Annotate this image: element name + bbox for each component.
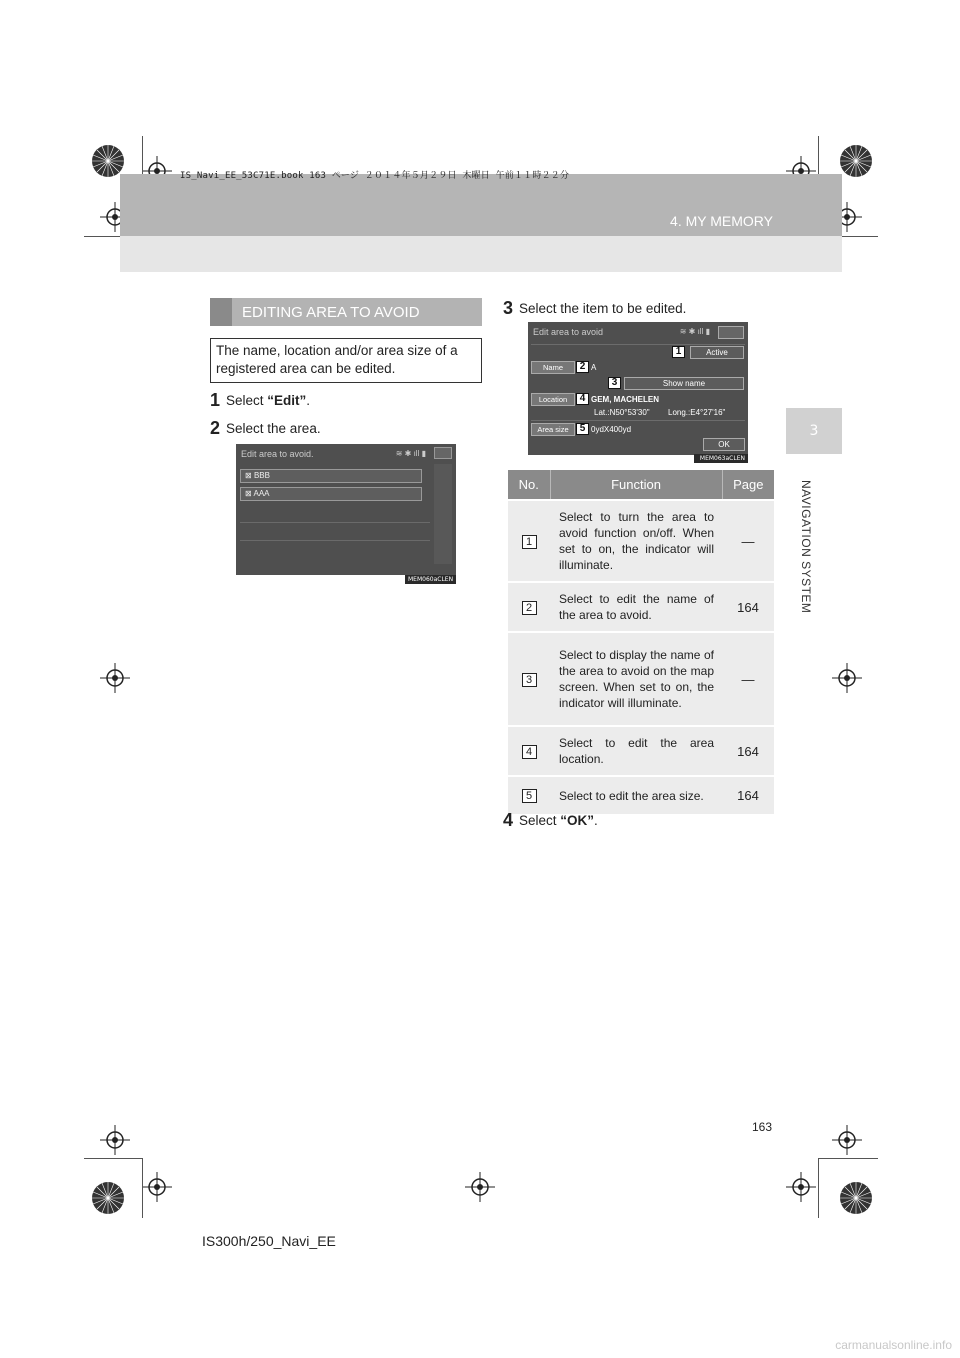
trim-line <box>818 1158 878 1159</box>
table-row <box>508 632 774 726</box>
column-header-page: Page <box>722 470 774 500</box>
step-3 <box>503 298 686 319</box>
list-item-label: AAA <box>253 489 270 498</box>
heading-bar <box>210 298 232 326</box>
screenshot-tag: MEM060aCLEN <box>405 575 456 584</box>
step-4 <box>503 810 598 831</box>
row-function: Select to edit the area location. <box>550 726 722 776</box>
list-item[interactable]: ⊠ AAA <box>240 487 422 501</box>
table-row <box>508 776 774 814</box>
row-divider <box>531 344 745 345</box>
row-number-cell <box>508 632 550 726</box>
crosshair-mark <box>100 1125 130 1155</box>
watermark: carmanualsonline.info <box>835 1338 952 1352</box>
table-row <box>508 726 774 776</box>
show-name-button[interactable]: Show name <box>624 377 744 390</box>
step-emphasis: “OK” <box>560 813 595 828</box>
status-icons: ≋ ✱ ıll ▮ <box>395 449 426 458</box>
status-icons: ≋ ✱ ıll ▮ <box>679 327 710 336</box>
area-size-value: 0ydX400yd <box>591 425 632 434</box>
screen-title: Edit area to avoid. <box>241 449 314 459</box>
crosshair-mark <box>832 1125 862 1155</box>
list-item[interactable]: ⊠ BBB <box>240 469 422 483</box>
trim-line <box>84 1158 142 1159</box>
callout-badge-2: 2 <box>576 361 589 373</box>
step-suffix: . <box>306 393 311 408</box>
screen-edit-area-detail <box>528 322 748 455</box>
row-page: 164 <box>722 726 774 776</box>
registration-mark-bottom-left <box>90 1180 126 1216</box>
step-text: Select <box>519 813 561 828</box>
row-page: — <box>722 632 774 726</box>
step-number: 4 <box>503 810 514 830</box>
row-number-cell <box>508 500 550 582</box>
row-number: 4 <box>522 745 537 759</box>
row-page: — <box>722 500 774 582</box>
row-number: 5 <box>522 789 537 803</box>
function-table <box>508 470 774 814</box>
table-row <box>508 500 774 582</box>
row-page: 164 <box>722 776 774 814</box>
section-heading-text: EDITING AREA TO AVOID <box>242 303 420 321</box>
step-text: Select <box>226 393 268 408</box>
screen-title: Edit area to avoid <box>533 327 604 337</box>
row-page: 164 <box>722 582 774 632</box>
table-row <box>508 582 774 632</box>
step-suffix: . <box>594 813 598 828</box>
row-number: 3 <box>522 673 537 687</box>
registration-mark-bottom-right <box>838 1180 874 1216</box>
list-item-label: BBB <box>253 471 270 480</box>
table-header-row <box>508 470 774 500</box>
column-header-function: Function <box>550 470 722 500</box>
row-number-cell <box>508 582 550 632</box>
callout-badge-5: 5 <box>576 423 589 435</box>
area-size-label[interactable]: Area size <box>531 423 575 436</box>
location-label[interactable]: Location <box>531 393 575 406</box>
registration-mark-top-right <box>838 143 874 179</box>
location-value: GEM, MACHELEN <box>591 395 659 404</box>
back-button[interactable] <box>718 326 744 339</box>
side-label: NAVIGATION SYSTEM <box>799 480 813 614</box>
column-header-no: No. <box>508 470 550 500</box>
row-function: Select to turn the area to avoid function on/off. When set to on, the indicator will illuminate. <box>550 500 722 582</box>
active-button[interactable]: Active <box>690 346 744 359</box>
screenshot-tag: MEM063aCLEN <box>694 454 748 463</box>
footer-model: IS300h/250_Navi_EE <box>202 1233 336 1249</box>
row-function: Select to edit the name of the area to avoid. <box>550 582 722 632</box>
row-number-cell <box>508 726 550 776</box>
screen-edit-area-list <box>236 444 456 575</box>
back-button[interactable] <box>434 447 452 459</box>
callout-badge-1: 1 <box>672 346 685 358</box>
step-number: 3 <box>503 298 514 318</box>
trim-line <box>818 1158 819 1218</box>
step-number: 2 <box>210 418 221 438</box>
chapter-title: 4. MY MEMORY <box>670 213 773 229</box>
row-function: Select to edit the area size. <box>550 776 722 814</box>
crosshair-mark <box>100 663 130 693</box>
step-2 <box>210 418 321 439</box>
scrollbar[interactable] <box>434 464 452 564</box>
section-heading <box>210 298 482 326</box>
step-text: Select the item to be edited. <box>519 301 687 316</box>
crosshair-mark <box>142 1172 172 1202</box>
side-tab-number: 3 <box>786 408 842 454</box>
row-divider <box>240 540 430 541</box>
latitude-value: Lat.:N50°53'30" <box>594 408 650 417</box>
crosshair-mark <box>786 1172 816 1202</box>
print-book-info: IS_Navi_EE_53C71E.book 163 ページ ２０１４年５月２９日 木曜日 午前１１時２２分 <box>180 171 570 181</box>
ok-button[interactable]: OK <box>703 438 745 451</box>
intro-box: The name, location and/or area size of a registered area can be edited. <box>210 338 482 383</box>
row-number-cell <box>508 776 550 814</box>
row-number: 2 <box>522 601 537 615</box>
step-1 <box>210 390 310 411</box>
name-label[interactable]: Name <box>531 361 575 374</box>
step-number: 1 <box>210 390 221 410</box>
header-subband <box>120 236 842 272</box>
callout-badge-4: 4 <box>576 393 589 405</box>
crosshair-mark <box>832 663 862 693</box>
callout-badge-3: 3 <box>608 377 621 389</box>
row-divider <box>240 522 430 523</box>
row-divider <box>531 420 745 421</box>
trim-line <box>142 1158 143 1218</box>
row-number: 1 <box>522 535 537 549</box>
crosshair-mark <box>465 1172 495 1202</box>
page-number: 163 <box>752 1120 773 1134</box>
name-value: A <box>591 363 597 372</box>
step-text: Select the area. <box>226 421 321 436</box>
step-emphasis: “Edit” <box>267 393 307 408</box>
longitude-value: Long.:E4°27'16" <box>668 408 726 417</box>
row-function: Select to display the name of the area to avoid on the map screen. When set to on, the indicator will illuminate. <box>550 632 722 726</box>
